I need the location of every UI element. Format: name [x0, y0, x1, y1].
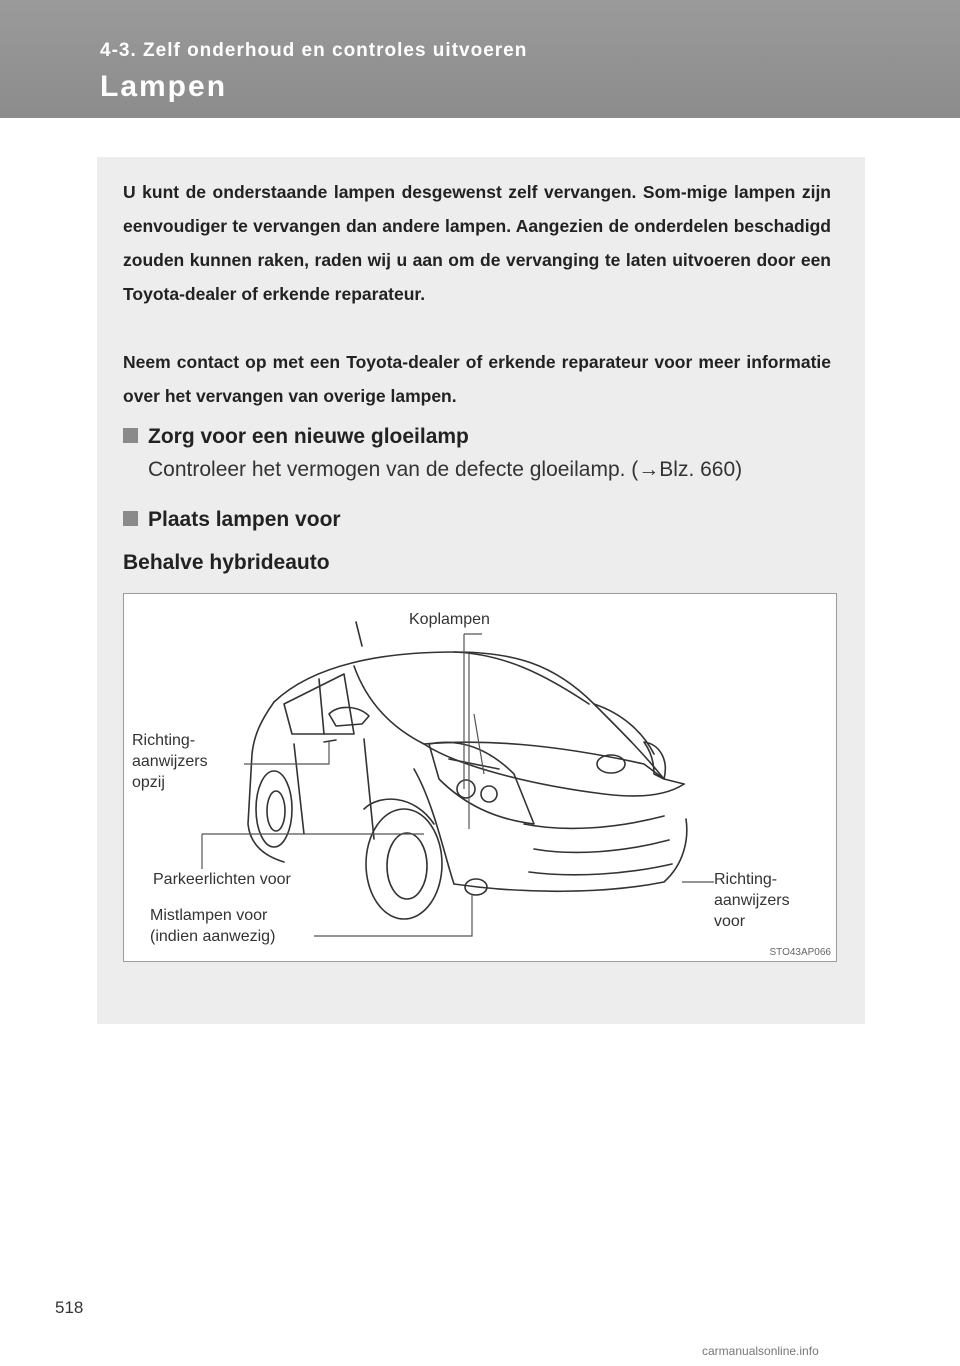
section-heading-bulb-locations	[123, 508, 341, 532]
section-heading-new-bulb	[123, 425, 469, 449]
car-lamp-diagram	[123, 593, 837, 962]
label-koplampen: Koplampen	[409, 611, 490, 628]
label-richting-voor-2: aanwijzers	[714, 892, 790, 909]
label-parkeerlichten: Parkeerlichten voor	[153, 871, 291, 888]
section-heading-text: Plaats lampen voor	[148, 508, 341, 531]
section-heading-text: Zorg voor een nieuwe gloeilamp	[148, 425, 469, 448]
label-mistlampen-2: (indien aanwezig)	[150, 928, 276, 945]
diagram-code: STO43AP066	[769, 947, 831, 958]
label-richting-voor-3: voor	[714, 913, 746, 930]
intro-paragraph-2: Neem contact op met een Toyota-dealer of erkende reparateur voor meer informatie over het vervangen van overige lampen.	[123, 352, 831, 406]
label-richting-opzij-1: Richting-	[132, 732, 196, 749]
page-header	[0, 0, 960, 118]
section-label: 4-3. Zelf onderhoud en controles uitvoeren	[100, 40, 528, 61]
section-description: Controleer het vermogen van de defecte gloeilamp. (→Blz. 660)	[148, 458, 743, 481]
label-richting-opzij-3: opzij	[132, 774, 165, 791]
page-title: Lampen	[100, 70, 228, 103]
square-bullet-icon	[123, 428, 138, 443]
watermark: carmanualsonline.info	[702, 1344, 819, 1358]
label-mistlampen-1: Mistlampen voor	[150, 907, 268, 924]
variant-heading: Behalve hybrideauto	[123, 551, 330, 574]
label-richting-voor-1: Richting-	[714, 871, 778, 888]
page-number: 518	[55, 1298, 84, 1317]
intro-paragraph-1: U kunt de onderstaande lampen desgewenst zelf vervangen. Som-mige lampen zijn eenvoudiger te vervangen dan andere lampen. Aangezien de onderdelen beschadigd zouden kunnen raken, raden wij u aan om de vervanging te laten uitvoeren door een Toyota-dealer of erkende reparateur.	[123, 182, 831, 304]
square-bullet-icon	[123, 511, 138, 526]
label-richting-opzij-2: aanwijzers	[132, 753, 208, 770]
